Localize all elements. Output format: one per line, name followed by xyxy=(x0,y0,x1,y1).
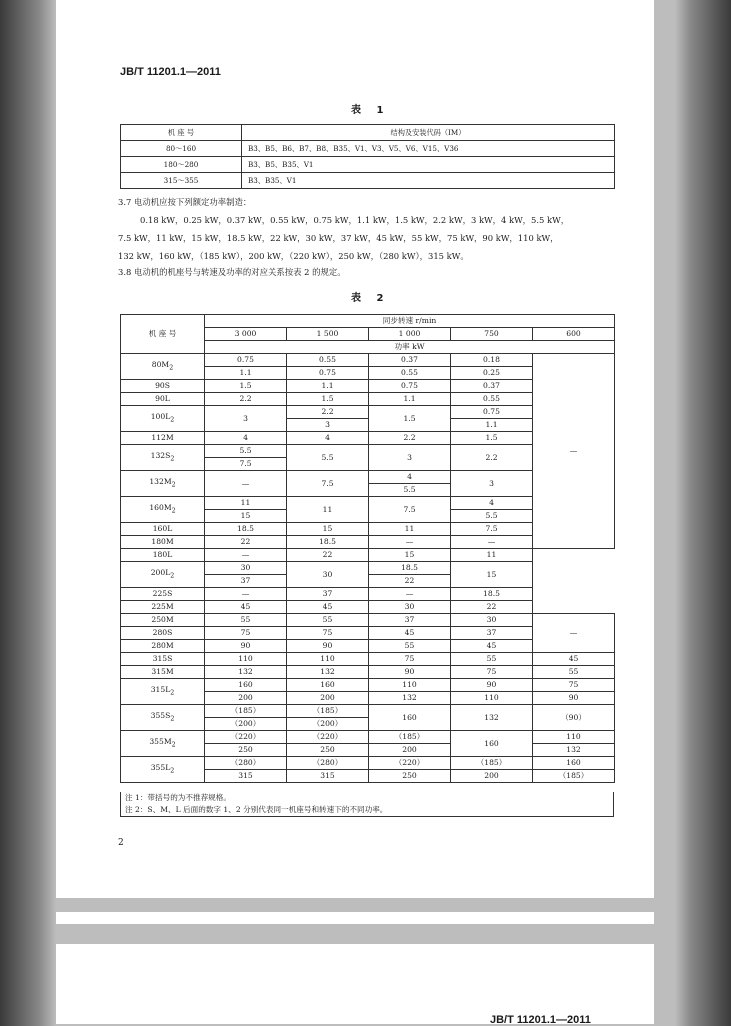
table2-notes xyxy=(120,792,614,817)
table1-header-code: 结构及安装代码（IM） xyxy=(242,125,615,141)
power-cell: 11 xyxy=(369,523,451,536)
power-cell: 55 xyxy=(205,614,287,627)
power-cell: 0.55 xyxy=(451,393,533,406)
power-cell: 250 xyxy=(369,770,451,783)
power-cell: （185） xyxy=(369,731,451,744)
power-cell: 90 xyxy=(287,640,369,653)
power-cell: （185） xyxy=(451,757,533,770)
frame-cell: 250M xyxy=(121,614,205,627)
page-number: 2 xyxy=(118,838,124,848)
section-3-8-text: 3.8 电动机的机座号与转速及功率的对应关系按表 2 的规定。 xyxy=(118,267,346,277)
frame-cell: $100L_2$ xyxy=(121,406,205,432)
power-cell: 37 xyxy=(369,614,451,627)
power-cell: 55 xyxy=(533,666,615,679)
next-page xyxy=(56,944,654,1024)
power-cell: 37 xyxy=(451,627,533,640)
power-cell: 37 xyxy=(287,588,369,601)
power-cell: 0.55 xyxy=(287,354,369,367)
table2-header-speed: 同步转速 r/min xyxy=(205,315,615,328)
power-cell: 45 xyxy=(533,653,615,666)
power-cell: 7.5 xyxy=(369,497,451,523)
power-cell: — xyxy=(533,354,615,549)
frame-cell: 112M xyxy=(121,432,205,445)
power-cell: 15 xyxy=(369,549,451,562)
table2-caption: 表 2 xyxy=(351,293,390,304)
power-cell: 250 xyxy=(287,744,369,757)
frame-cell: $132S_2$ xyxy=(121,445,205,471)
power-cell: — xyxy=(533,614,615,653)
table1-caption: 表 1 xyxy=(351,105,390,116)
power-list-line-3: 132 kW，160 kW，（185 kW），200 kW，（220 kW），250 kW，（280 kW），315 kW。 xyxy=(118,251,469,261)
power-cell: 160 xyxy=(205,679,287,692)
frame-cell: 280S xyxy=(121,627,205,640)
power-cell: 30 xyxy=(369,601,451,614)
power-cell: 4 xyxy=(287,432,369,445)
table1-header-frame: 机 座 号 xyxy=(121,125,242,141)
table1-cell: B3、B35、V1 xyxy=(242,173,615,189)
power-cell: 132 xyxy=(369,692,451,705)
power-cell: 30 xyxy=(287,562,369,588)
table1-cell: 315～355 xyxy=(121,173,242,189)
power-cell: 45 xyxy=(205,601,287,614)
power-cell: 2.2 xyxy=(205,393,287,406)
power-cell: 7.5 xyxy=(287,471,369,497)
table1 xyxy=(120,124,615,189)
power-cell: 160 xyxy=(287,679,369,692)
frame-cell: $355L_2$ xyxy=(121,757,205,783)
power-cell: 55 xyxy=(369,640,451,653)
power-cell: 90 xyxy=(451,679,533,692)
power-cell: 18.5 xyxy=(205,523,287,536)
power-cell: 75 xyxy=(205,627,287,640)
power-cell: 0.25 xyxy=(451,367,533,380)
power-cell: 7.5 xyxy=(205,458,287,471)
power-cell: 110 xyxy=(205,653,287,666)
power-cell: 4 xyxy=(369,471,451,484)
power-cell: 11 xyxy=(287,497,369,523)
power-cell: 3 xyxy=(287,419,369,432)
power-cell: 18.5 xyxy=(451,588,533,601)
power-list-line-1: 0.18 kW，0.25 kW，0.37 kW，0.55 kW，0.75 kW，1.1 kW，1.5 kW，2.2 kW，3 kW，4 kW，5.5 kW， xyxy=(140,215,570,225)
power-cell: 1.5 xyxy=(451,432,533,445)
power-cell: 1.1 xyxy=(451,419,533,432)
power-list-line-2: 7.5 kW，11 kW，15 kW，18.5 kW，22 kW，30 kW，37 kW，45 kW，55 kW，75 kW，90 kW，110 kW， xyxy=(118,233,559,243)
power-cell: — xyxy=(205,549,287,562)
power-cell: （220） xyxy=(205,731,287,744)
power-cell: （185） xyxy=(533,770,615,783)
power-cell: （90） xyxy=(533,705,615,731)
page-separator xyxy=(56,912,654,924)
power-cell: 200 xyxy=(451,770,533,783)
power-cell: 0.37 xyxy=(451,380,533,393)
power-cell: （185） xyxy=(205,705,287,718)
power-cell: 11 xyxy=(205,497,287,510)
power-cell: 0.75 xyxy=(205,354,287,367)
frame-cell: 90L xyxy=(121,393,205,406)
power-cell: 315 xyxy=(205,770,287,783)
power-cell: 110 xyxy=(451,692,533,705)
power-cell: 22 xyxy=(287,549,369,562)
frame-cell: $355M_2$ xyxy=(121,731,205,757)
power-cell: 132 xyxy=(205,666,287,679)
next-page-header: JB/T 11201.1—2011 xyxy=(490,1014,591,1026)
power-cell: 1.5 xyxy=(205,380,287,393)
power-cell: 37 xyxy=(205,575,287,588)
power-cell: 90 xyxy=(369,666,451,679)
power-cell: 3 xyxy=(451,471,533,497)
frame-cell: 315S xyxy=(121,653,205,666)
section-3-7-heading: 3.7 电动机应按下列额定功率制造： xyxy=(118,197,252,207)
power-cell: 15 xyxy=(451,562,533,588)
frame-cell: $80M_2$ xyxy=(121,354,205,380)
power-cell: 160 xyxy=(533,757,615,770)
power-cell: 132 xyxy=(287,666,369,679)
frame-cell: 315M xyxy=(121,666,205,679)
document-header: JB/T 11201.1—2011 xyxy=(120,66,221,78)
power-cell: 90 xyxy=(205,640,287,653)
power-cell: 15 xyxy=(205,510,287,523)
power-cell: — xyxy=(451,536,533,549)
power-cell: 0.18 xyxy=(451,354,533,367)
table1-cell: B3、B5、B35、V1 xyxy=(242,157,615,173)
power-cell: 0.55 xyxy=(369,367,451,380)
table2-note-1: 注 1：带括号的为不推荐规格。 xyxy=(125,793,231,802)
power-cell: 200 xyxy=(205,692,287,705)
power-cell: — xyxy=(205,471,287,497)
power-cell: 55 xyxy=(451,653,533,666)
power-cell: 0.37 xyxy=(369,354,451,367)
table1-cell: 180～280 xyxy=(121,157,242,173)
frame-cell: $132M_2$ xyxy=(121,471,205,497)
power-cell: 11 xyxy=(451,549,533,562)
power-cell: 110 xyxy=(287,653,369,666)
power-cell: 7.5 xyxy=(451,523,533,536)
power-cell: 3 xyxy=(369,445,451,471)
power-cell: 1.1 xyxy=(205,367,287,380)
frame-cell: 180L xyxy=(121,549,205,562)
power-cell: 1.5 xyxy=(369,406,451,432)
power-cell: 1.5 xyxy=(287,393,369,406)
power-cell: 1.1 xyxy=(369,393,451,406)
power-cell: 2.2 xyxy=(287,406,369,419)
power-cell: 22 xyxy=(205,536,287,549)
power-cell: 30 xyxy=(205,562,287,575)
table2-note-2: 注 2：S、M、L 后面的数字 1、2 分别代表同一机座号和转速下的不同功率。 xyxy=(125,805,388,814)
frame-cell: $355S_2$ xyxy=(121,705,205,731)
power-cell: 110 xyxy=(533,731,615,744)
frame-cell: $315L_2$ xyxy=(121,679,205,705)
document-page xyxy=(56,0,654,898)
power-cell: 5.5 xyxy=(287,445,369,471)
frame-cell: 180M xyxy=(121,536,205,549)
power-cell: 30 xyxy=(451,614,533,627)
power-cell: （220） xyxy=(287,731,369,744)
power-cell: — xyxy=(369,536,451,549)
frame-cell: 90S xyxy=(121,380,205,393)
power-cell: 22 xyxy=(369,575,451,588)
power-cell: 200 xyxy=(369,744,451,757)
power-cell: 160 xyxy=(451,731,533,757)
power-cell: — xyxy=(369,588,451,601)
power-cell: — xyxy=(205,588,287,601)
power-cell: 0.75 xyxy=(369,380,451,393)
power-cell: 90 xyxy=(533,692,615,705)
power-cell: 75 xyxy=(287,627,369,640)
frame-cell: $200L_2$ xyxy=(121,562,205,588)
power-cell: 22 xyxy=(451,601,533,614)
power-cell: 4 xyxy=(205,432,287,445)
table2-header-power: 功率 kW xyxy=(205,341,615,354)
power-cell: 5.5 xyxy=(451,510,533,523)
power-cell: （280） xyxy=(205,757,287,770)
table1-cell: 80～160 xyxy=(121,141,242,157)
frame-cell: 160L xyxy=(121,523,205,536)
power-cell: 55 xyxy=(287,614,369,627)
power-cell: 45 xyxy=(287,601,369,614)
power-cell: 2.2 xyxy=(369,432,451,445)
power-cell: 0.75 xyxy=(451,406,533,419)
power-cell: 18.5 xyxy=(287,536,369,549)
power-cell: （185） xyxy=(287,705,369,718)
power-cell: 250 xyxy=(205,744,287,757)
table2 xyxy=(120,314,615,783)
power-cell: 110 xyxy=(369,679,451,692)
frame-cell: 280M xyxy=(121,640,205,653)
power-cell: 5.5 xyxy=(369,484,451,497)
table2-header-frame: 机 座 号 xyxy=(121,315,205,354)
speed-600: 600 xyxy=(533,328,615,341)
power-cell: 2.2 xyxy=(451,445,533,471)
power-cell: （220） xyxy=(369,757,451,770)
power-cell: 5.5 xyxy=(205,445,287,458)
power-cell: 75 xyxy=(533,679,615,692)
power-cell: 160 xyxy=(369,705,451,731)
power-cell: 45 xyxy=(369,627,451,640)
power-cell: 1.1 xyxy=(287,380,369,393)
power-cell: （200） xyxy=(205,718,287,731)
frame-cell: $160M_2$ xyxy=(121,497,205,523)
power-cell: 18.5 xyxy=(369,562,451,575)
power-cell: 3 xyxy=(205,406,287,432)
power-cell: 0.75 xyxy=(287,367,369,380)
power-cell: 45 xyxy=(451,640,533,653)
power-cell: 200 xyxy=(287,692,369,705)
table1-cell: B3、B5、B6、B7、B8、B35、V1、V3、V5、V6、V15、V36 xyxy=(242,141,615,157)
speed-1500: 1 500 xyxy=(287,328,369,341)
power-cell: 132 xyxy=(451,705,533,731)
power-cell: 132 xyxy=(533,744,615,757)
speed-1000: 1 000 xyxy=(369,328,451,341)
power-cell: 75 xyxy=(451,666,533,679)
power-cell: （200） xyxy=(287,718,369,731)
power-cell: 15 xyxy=(287,523,369,536)
power-cell: 4 xyxy=(451,497,533,510)
speed-750: 750 xyxy=(451,328,533,341)
frame-cell: 225S xyxy=(121,588,205,601)
speed-3000: 3 000 xyxy=(205,328,287,341)
frame-cell: 225M xyxy=(121,601,205,614)
power-cell: （280） xyxy=(287,757,369,770)
power-cell: 315 xyxy=(287,770,369,783)
power-cell: 75 xyxy=(369,653,451,666)
